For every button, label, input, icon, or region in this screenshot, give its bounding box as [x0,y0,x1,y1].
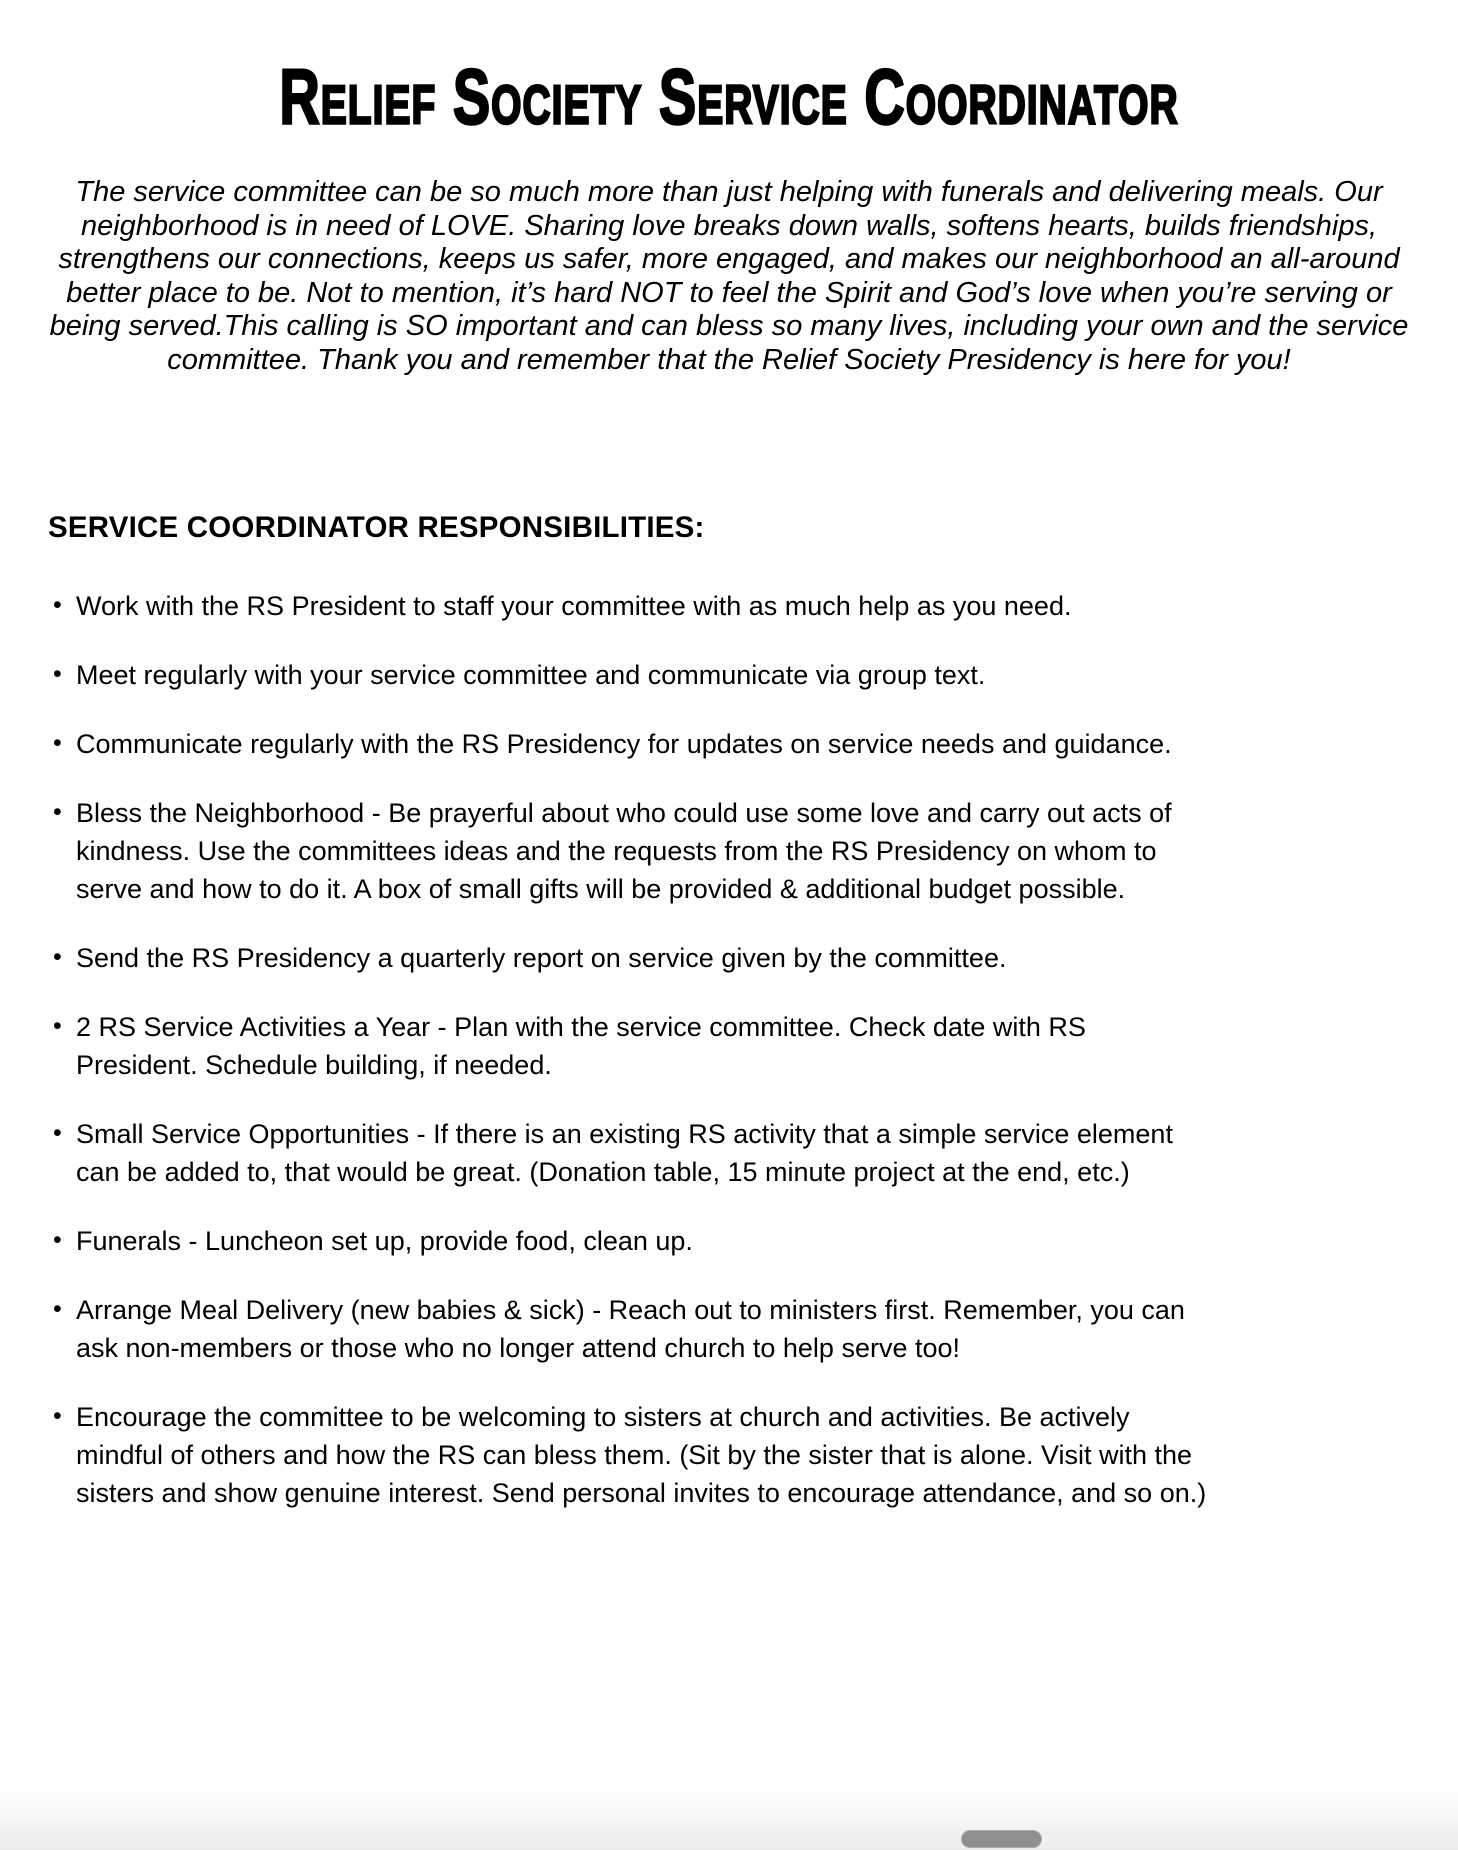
horizontal-scrollbar-thumb[interactable] [961,1830,1042,1848]
responsibility-item: • Encourage the committee to be welcoming to sisters at church and activities. Be actively mindful of others and how the RS can bless them. (Sit by the sister that is alone. Visit with the sisters and show genuine interest. Send personal invites to encourage attendance, and so on.) [48,1398,1208,1512]
responsibility-item: • Send the RS Presidency a quarterly report on service given by the committee. [48,939,1208,977]
responsibility-item: • Small Service Opportunities - If there is an existing RS activity that a simple service element can be added to, that would be great. (Donation table, 15 minute project at the end, etc.) [48,1115,1208,1191]
intro-paragraph: The service committee can be so much more than just helping with funerals and delivering meals. Our neighborhood is in need of LOVE. Sharing love breaks down walls, softens hearts, builds friendships, strengthens our connections, keeps us safer, more engaged, and makes our neighborhood an all-around better place to be. Not to mention, it’s hard NOT to feel the Spirit and God’s love when you’re serving or being served.This calling is SO important and can bless so many lives, including your own and the service committee. Thank you and remember that the Relief Society Presidency is here for you! [49,176,1409,376]
document-title: Relief Society Service Coordinator [279,52,1179,141]
responsibility-item: • Meet regularly with your service committee and communicate via group text. [48,656,1208,694]
responsibility-item: • Funerals - Luncheon set up, provide food, clean up. [48,1222,1208,1260]
responsibility-item: • 2 RS Service Activities a Year - Plan with the service committee. Check date with RS President. Schedule building, if needed. [48,1008,1208,1084]
responsibilities-list [0,587,1458,1512]
responsibility-item: • Bless the Neighborhood - Be prayerful about who could use some love and carry out acts of kindness. Use the committees ideas and the requests from the RS Presidency on whom to serve and how to do it. A box of small gifts will be provided & additional budget possible. [48,794,1208,908]
document-page [0,52,1458,1850]
responsibility-item: • Communicate regularly with the RS Presidency for updates on service needs and guidance. [48,725,1208,763]
section-heading: SERVICE COORDINATOR RESPONSIBILITIES: [48,511,705,544]
responsibility-item: • Work with the RS President to staff your committee with as much help as you need. [48,587,1208,625]
responsibility-item: • Arrange Meal Delivery (new babies & sick) - Reach out to ministers first. Remember, you can ask non-members or those who no longer attend church to help serve too! [48,1291,1208,1367]
document-content [0,52,1458,1850]
